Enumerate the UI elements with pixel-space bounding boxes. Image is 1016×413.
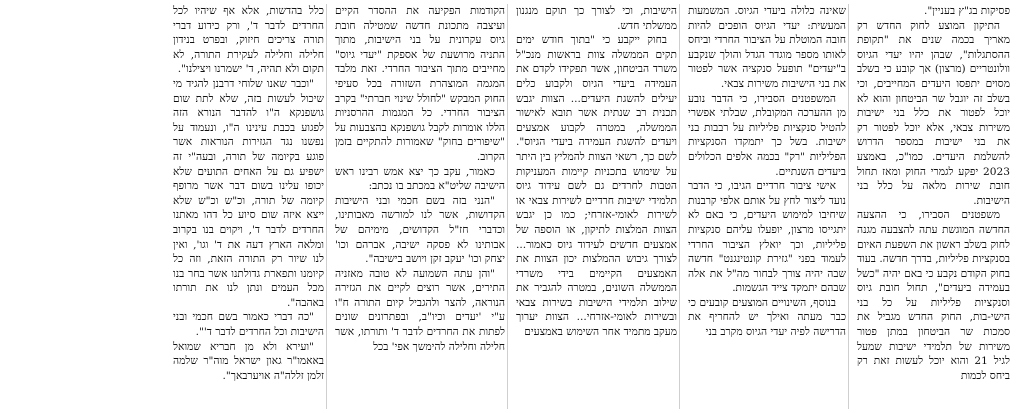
article-paragraph: "הנני בזה בשם חכמי ובני הישיבות הקדושות, אשר לנו למורשה מאבותינו, וכדברי חז"ל הקדושים, מימיהם של אבותינו לא פסקה ישיבה, אברהם וכו' יצחק וכו' יעקב זקן ויושב בישיבה".: [335, 194, 505, 266]
article-paragraph: התיקון המוצע לחוק החדש רק מאריך בכמה שנים את "תקופת ההסתגלות", שבהן יהיו יעדי הגיוס וולונטריים (מרצון) אך קובע כי בשלב מסוים יתפסו היעדים המחייבים, וכי בשלב זה יוגבל שר הביטחון והוא לא יוכל לפטור את כלל בני ישיבות משירות צבאי, אלא יוכל לפטור רק את בני ישיבות במספר הדרוש להשלמת היעדים. כמו"כ, באמצע 2023 יפקע לגמרי החוק ומאז תחול חובת שירות מלאה על כלל בני הישיבות.: [857, 19, 1010, 207]
article-column-2: [686, 4, 849, 409]
article-paragraph: כלל בהדשות, אלא אף שיהיו לכל החרדים לדבר ד', ורק כידוע דברי תורה צריכים חיזוק, ובפרט בנידון חלילה וחלילה לעקירת התורה, לא תקום ולא תהיה, ד' ישמרנו ויצילנו".: [173, 5, 324, 76]
article-paragraph: אישי ציבור חרדיים הגיבו, כי הדבר נועד ליצור לחץ על אותם אלפי קרבנות שיחיבו למימוש היעדים, כי באם לא יתגייסו מרצון, יופעלו עליהם סנקציות פליליות, וכך יואלץ הציבור החרדי לעמוד בפני "גזירת קונטינגנט" חדשה שבה יהיה צורך לבחור מה"ל את אלה שבהם יתמקד צייד הגשמות.: [688, 180, 846, 295]
article-paragraph: "כה דברי כאמור בשם חכמי ובני הישיבות וכל החרדים לדבר ד'".: [173, 311, 324, 339]
article-column-3: [514, 4, 680, 409]
article-paragraph: "וכבר שאנו שלוחי דרבנן להגיד מי שיכול לעשות בזה, שלא לתת שום גושפנקא ה"ו להדבר הנורא הזה לפגוע בכבת עינינו ה"ו, ונעמוד על נפשנו נגד הגזירות הנוראות אשר פוגע בקיומה של תורה, ובעה"י זה ישפיע גם על האחים התועים שלא יכופו עלינו בשום דבר אשר מרופף קיומה של תורה, וכ"ש וכ"ש שלא ייצא איזה שום סיוע כל דהו מאתנו החרדים לדבר ד', ויקוים בנו בקרוב ומלאה הארץ דעה את ד' וגו', ואין לנו שיור רק התורה הזאת, וזה כל קיומנו ותפארת גדולתנו אשר בחר בנו מכל העמים ונתן לנו את תורתו באהבה".: [173, 77, 324, 309]
article-paragraph: בחוק ייקבע כי "בתוך חודש ימים תקים הממשלה צוות בראשות מנכ"ל משרד הביטחון, אשר תפקידו לקדם את העמידה ביעדי הגיוס ולקבוע כלים יעילים להשגת היעדים... הצוות יגבש תכנית רב שנתית אשר תובא לאישור הממשלה, במטרה לקבוע אמצעים ויעדים להשגת העמידה ביעדי הגיוס". לשם כך, רשאי הצוות להמליץ בין היתר על שימוש בתכניות קיימות המעניקות הטבות לחרדים גם לשם עידוד גיוס תלמידי ישיבות חרדיים לשירות צבאי או לשירות לאומי-אזרחי; כמו כן יגבש הצוות המלצות לתיקון, או הוספה של אמצעים חדשים לעידוד גיוס כאמור... לצורך גיבוש ההמלצות יכון הצוות את האמצעים הקיימים בידי משרדי הממשלה השונים, במטרה להגביר את שילוב תלמידי הישיבות בשירות צבאי ובשירות לאומי-אזרחי... הצוות יערוך מעקב מתמיד אחר השימוש באמצעים: [516, 34, 677, 339]
article-column-5: [171, 4, 327, 409]
article-paragraph: הקודמות הפקיעה את ההסדר הקיים ועיצבה מתכונת חדשה שמטילה חובת גיוס עקרונית על בני הישיבות, מתוך התניה מרושעת של אספקת "יעדי גיוס" מחייבים מתוך הציבור החרדי. זאת מלבד המגמה המוצהרת השזורה בכל סעיפי החוק המבקש "לחולל שינוי חברתי" בקרב הציבור החרדי. כל המגמות ההרסניות הללו אומרות לקבל גושפנקא בהצבעות על "שיפורים בחוק" שאמורות להתקיים בזמן הקרוב.: [335, 5, 505, 163]
article-column-1: [855, 4, 1012, 409]
article-paragraph: משפטנים הסבירו, כי ההצעה החדשה המוגשת עתה להצבעה מגנה לחוק בשלב ראשון את השפעת האיום בסנקציות פליליות, בדרך חדשה. בעוד בחוק הקודם נקבע כי באם יהיה "כשל בעמידה ביעדים", תחול חובת גיוס וסנקציות פליליות על כל בני הישי-בות, החוק החדש מגביל את סמכות שר הביטחון במתן פטור משירות של תלמידי ישיבות שמעל לגיל 21 והוא יוכל לעשות זאת רק ביחס לכמות: [857, 209, 1010, 382]
article-paragraph: בנוסף, השינויים המוצעים קובעים כי כבר מעתה ואילך יש להחריף את הדרישה לפיה יעדי הגיוס מקרב בני: [688, 296, 846, 339]
article-paragraph: הישיבות, וכי לצורך כך תוקם מנגנון ממשלתי חדש.: [516, 5, 677, 32]
article-column-4: [333, 4, 508, 409]
article-paragraph: "והן עתה השמועה לא טובה מאזניה התירים, אשר רוצים לקיים את הגזירה הנוראה, להצר ולהגביל קיום התורה ח"ו ע"י 'יעדים וכיו"ב, ובפתרונים שונים לפתות את החרדים לדבר ד' ותורתו, אשר חלילה וחלילה להימשך אפי' בכל: [335, 267, 505, 353]
article-paragraph: שאינה כלולה ביעדי הגיוס. המשמעות המעשית: יעדי הגיוס הופכים להיות חובה המוטלת על הציבור החרדי וביחס לאותו מספר מוגדר הגדל והולך שנקבע ב"יעדים" תופעל סנקציה אשר לפטור את בני הישיבות משירות צבאי.: [688, 5, 846, 90]
article-paragraph: פסיקות בג"ץ בעניין".: [924, 5, 1010, 17]
article-paragraph: כאמור, עקב כך יצא אמש רבינו ראש הישיבה שליט"א במכתב בו נכתב:: [335, 165, 505, 193]
article-paragraph: המשפטנים הסבירו, כי הדבר נובע מן ההערכה המקובלת, שבלתי אפשרי להטיל סנקציות פליליות על רבבות בני ישיבות. בשל כך יתמקדו הסנקציות הפליליות "רק" בכמה אלפים הכלולים ביעדים השנתיים.: [688, 92, 846, 178]
article-paragraph: "ועירא ולא מן חבריא שמואל באאמו"ר גאון ישראל מוה"ר שלמה זלמן זללה"ה אויערבאך".: [173, 340, 324, 382]
